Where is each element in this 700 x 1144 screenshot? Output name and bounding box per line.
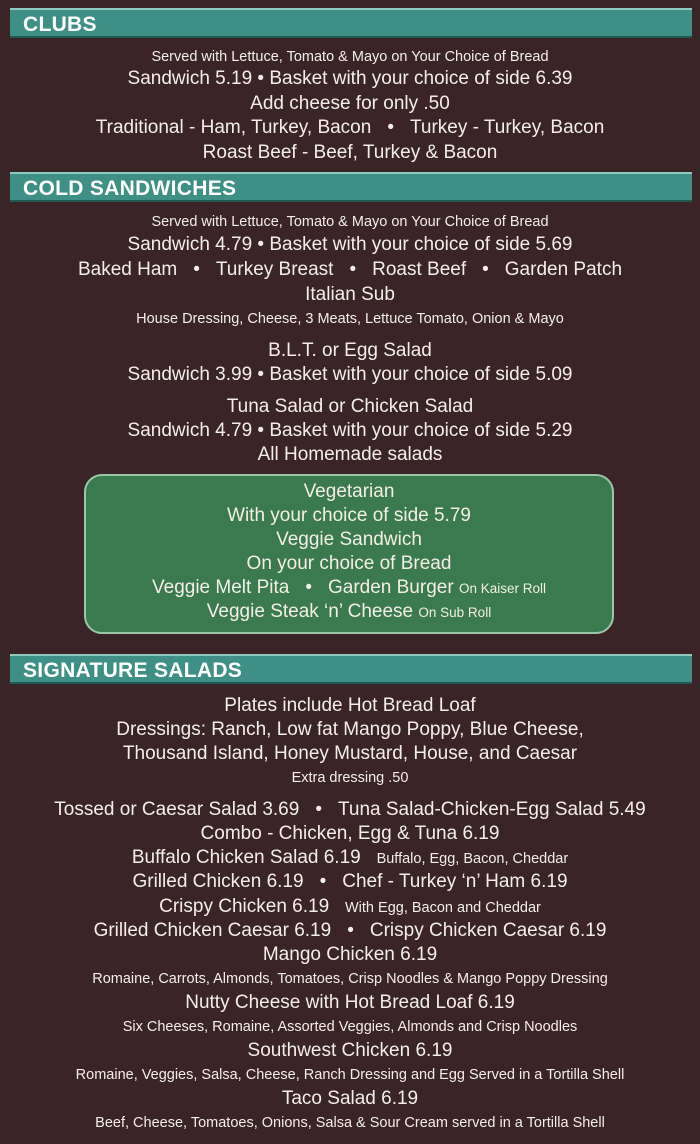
club-turkey: Turkey - Turkey, Bacon xyxy=(409,117,605,138)
nutty-cheese: Nutty Cheese with Hot Bread Loaf 6.19 xyxy=(185,992,515,1013)
cold-price: Sandwich 4.79 • Basket with your choice of side 5.69 xyxy=(127,234,573,255)
veg-bread: On your choice of Bread xyxy=(246,553,452,574)
crispy-chicken-caesar: Crispy Chicken Caesar 6.19 xyxy=(369,920,607,941)
cold-item: Garden Patch xyxy=(504,259,623,280)
italian-sub: Italian Sub xyxy=(305,284,395,305)
bullet: • xyxy=(193,259,200,280)
crispy-note: With Egg, Bacon and Cheddar xyxy=(345,900,541,916)
club-traditional: Traditional - Ham, Turkey, Bacon xyxy=(95,117,372,138)
clubs-price: Sandwich 5.19 • Basket with your choice of side 6.39 xyxy=(127,68,573,89)
bullet: • xyxy=(315,799,322,820)
salads-plates-note: Plates include Hot Bread Loaf xyxy=(224,695,476,716)
cold-item: Roast Beef xyxy=(372,259,467,280)
veg-steak-row xyxy=(84,600,614,625)
cold-item: Turkey Breast xyxy=(215,259,334,280)
bullet: • xyxy=(347,920,354,941)
chef-salad: Chef - Turkey ‘n’ Ham 6.19 xyxy=(342,871,568,892)
salads-dressings-1: Dressings: Ranch, Low fat Mango Poppy, Blue Cheese, xyxy=(116,719,584,740)
southwest-chicken: Southwest Chicken 6.19 xyxy=(247,1040,453,1061)
salads-row-caesar xyxy=(0,919,700,943)
taco-salad-desc: Beef, Cheese, Tomatoes, Onions, Salsa & Sour Cream served in a Tortilla Shell xyxy=(95,1115,605,1131)
buffalo-salad: Buffalo Chicken Salad 6.19 xyxy=(131,847,361,868)
mango-chicken-desc: Romaine, Carrots, Almonds, Tomatoes, Crisp Noodles & Mango Poppy Dressing xyxy=(92,971,608,987)
signature-salads-header: SIGNATURE SALADS xyxy=(10,654,692,684)
bullet: • xyxy=(319,871,327,892)
tuna-price: Sandwich 4.79 • Basket with your choice of side 5.29 xyxy=(127,420,573,441)
tossed-salad: Tossed or Caesar Salad 3.69 xyxy=(54,799,300,820)
clubs-cheese: Add cheese for only .50 xyxy=(250,93,450,114)
crispy-chicken: Crispy Chicken 6.19 xyxy=(159,896,330,917)
combo-salad: Combo - Chicken, Egg & Tuna 6.19 xyxy=(200,823,500,844)
salads-row-crispy xyxy=(0,895,700,919)
veg-price: With your choice of side 5.79 xyxy=(227,505,471,526)
blt-price: Sandwich 3.99 • Basket with your choice of side 5.09 xyxy=(127,364,573,385)
blt-title: B.L.T. or Egg Salad xyxy=(268,340,432,361)
tuna-title: Tuna Salad or Chicken Salad xyxy=(226,396,474,417)
grilled-chicken: Grilled Chicken 6.19 xyxy=(132,871,304,892)
buffalo-note: Buffalo, Egg, Bacon, Cheddar xyxy=(376,851,569,867)
bullet: • xyxy=(349,259,357,280)
tuna-egg-salad: Tuna Salad-Chicken-Egg Salad 5.49 xyxy=(337,799,646,820)
taco-salad: Taco Salad 6.19 xyxy=(281,1088,419,1109)
garden-burger-note: On Kaiser Roll xyxy=(458,581,546,596)
salads-extra-dressing: Extra dressing .50 xyxy=(291,770,409,786)
garden-burger: Garden Burger xyxy=(327,577,454,598)
salads-row-buffalo xyxy=(0,846,700,870)
nutty-cheese-desc: Six Cheeses, Romaine, Assorted Veggies, Almonds and Crisp Noodles xyxy=(122,1019,578,1035)
cold-served-note: Served with Lettuce, Tomato & Mayo on Your Choice of Bread xyxy=(151,214,549,230)
bullet: • xyxy=(305,577,312,598)
cold-items-row xyxy=(0,258,700,282)
veg-sandwich: Veggie Sandwich xyxy=(276,529,422,550)
salads-dressings-2: Thousand Island, Honey Mustard, House, and Caesar xyxy=(122,743,578,764)
veg-melt-row xyxy=(84,576,614,601)
clubs-served-note: Served with Lettuce, Tomato & Mayo on Your Choice of Bread xyxy=(151,49,549,65)
clubs-items-row xyxy=(0,116,700,140)
southwest-chicken-desc: Romaine, Veggies, Salsa, Cheese, Ranch Dressing and Egg Served in a Tortilla Shell xyxy=(75,1067,625,1083)
cold-sandwiches-header: COLD SANDWICHES xyxy=(10,172,692,202)
veg-melt: Veggie Melt Pita xyxy=(152,577,290,598)
mango-chicken: Mango Chicken 6.19 xyxy=(262,944,438,965)
cold-item: Baked Ham xyxy=(77,259,178,280)
grilled-chicken-caesar: Grilled Chicken Caesar 6.19 xyxy=(93,920,332,941)
veg-steak-note: On Sub Roll xyxy=(418,605,492,620)
clubs-header: CLUBS xyxy=(10,8,692,38)
bullet: • xyxy=(387,117,394,138)
italian-sub-desc: House Dressing, Cheese, 3 Meats, Lettuce Tomato, Onion & Mayo xyxy=(136,311,564,327)
club-roast-beef: Roast Beef - Beef, Turkey & Bacon xyxy=(202,142,498,163)
salads-row-tossed xyxy=(0,798,700,822)
veg-steak: Veggie Steak ‘n’ Cheese xyxy=(206,601,414,622)
veg-title: Vegetarian xyxy=(303,481,395,502)
salads-row-grilled xyxy=(0,870,700,894)
homemade-note: All Homemade salads xyxy=(257,444,443,465)
bullet: • xyxy=(482,259,489,280)
